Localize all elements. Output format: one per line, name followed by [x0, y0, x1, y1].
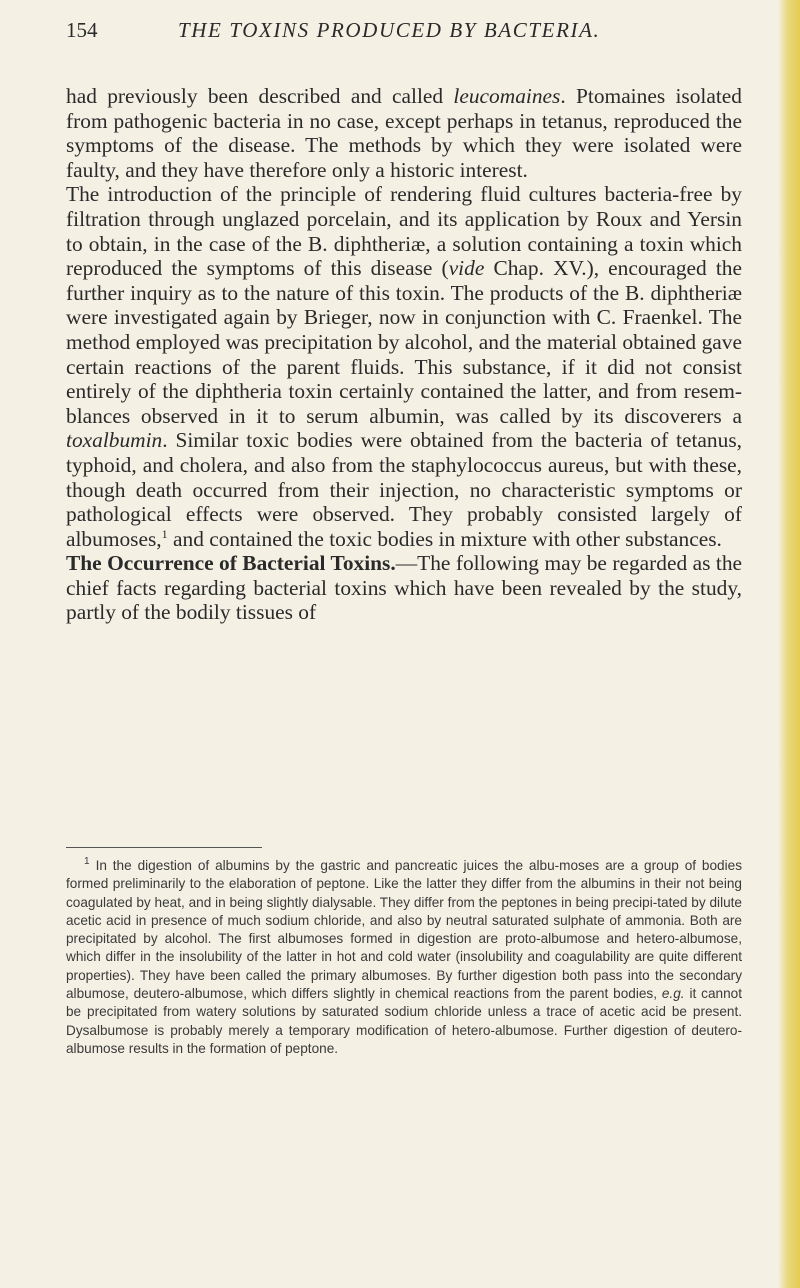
term-toxalbumin: toxalbumin — [66, 428, 163, 453]
page-edge-stain — [778, 0, 800, 1288]
paragraph-2-text-c: . Similar toxic bodies were obtained from the bacteria of tetanus, typhoid, and cholera, and also from the staphylococcus aureus, but with these, though death occurred from their injection, no characteristic symptoms or pathological effects were observed. They probably consisted largely of albumoses, — [66, 428, 742, 551]
page-header-title: THE TOXINS PRODUCED BY BACTERIA. — [178, 18, 601, 42]
paragraph-1-text-b: . Ptomaines isolated from pathogenic bacteria in no case, except perhaps in tetanus, reproduced the symptoms of the disease. The methods by which they were isolated were faulty, and they have therefore only a historic interest. — [66, 84, 742, 182]
footnote-reference: 1 — [161, 526, 168, 541]
paragraph-3 — [66, 551, 742, 625]
paragraph-1 — [66, 84, 742, 182]
footnote-text-b: it cannot be precipitated from watery solutions by saturated sodium chloride unless a trace of acetic acid be present. Dysalbumose is probably merely a temporary modification of hetero-albumose. Further digestion of deutero-albumose results in the formation of peptone. — [66, 986, 742, 1056]
footnote — [66, 857, 742, 1058]
paragraph-2-text-d: and contained the toxic bodies in mixture with other substances. — [167, 526, 722, 551]
term-vide: vide — [448, 256, 485, 281]
footnote-marker: 1 — [84, 856, 90, 868]
paragraph-2-text-b: Chap. XV.), encouraged the further inquiry as to the nature of this toxin. The products of the B. diphtheriæ were investigated again by Brieger, now in conjunction with C. Fraenkel. The method employed was precipitation by alcohol, and the material obtained gave certain reactions of the parent fluids. This substance, if it did not consist entirely of the diphtheria toxin certainly contained the latter, and from resem-blances observed in it to serum albumin, was called by its discoverers a — [66, 256, 743, 428]
section-heading: The Occurrence of Bacterial Toxins. — [66, 551, 396, 576]
paragraph-2 — [66, 182, 742, 551]
running-head — [66, 12, 746, 48]
page-number: 154 — [66, 18, 98, 42]
paragraph-2-text-a: The introduction of the principle of rendering fluid cultures bacteria-free by filtration through unglazed porcelain, and its application by Roux and Yersin to obtain, in the case of the B. diphtheriæ, a solution containing a toxin which reproduced the symptoms of this disease ( — [66, 182, 742, 281]
footnote-paragraph — [66, 857, 742, 1058]
footnote-eg: e.g. — [661, 986, 685, 1002]
body-text — [66, 84, 742, 625]
paragraph-3-text: —The following may be regarded as the chief facts regarding bacterial toxins which have been revealed by the study, partly of the bodily tissues of — [66, 551, 743, 625]
paragraph-1-text-a: had previously been described and called — [66, 84, 454, 108]
term-leucomaines: leucomaines — [453, 84, 561, 108]
footnote-divider — [66, 847, 262, 848]
footnote-text-a: In the digestion of albumins by the gastric and pancreatic juices the albu-moses are a group of bodies formed preliminarily to the elaboration of peptone. Like the latter they differ from the albumins in their not being coagulated by heat, and in being slightly dialysable. They differ from the peptones in being precipi-tated by dilute acetic acid in presence of much sodium chloride, and also by neutral saturated sulphate of ammonia. Both are precipitated by alcohol. The first albumoses formed in digestion are proto-albumose and hetero-albumose, which differ in the insolubility of the latter in hot and cold water (insolubility and coagulability are quite different properties). They have been called the primary albumoses. By further digestion both pass into the secondary albumose, deutero-albumose, which differs slightly in chemical reactions from the parent bodies, — [66, 858, 742, 1002]
